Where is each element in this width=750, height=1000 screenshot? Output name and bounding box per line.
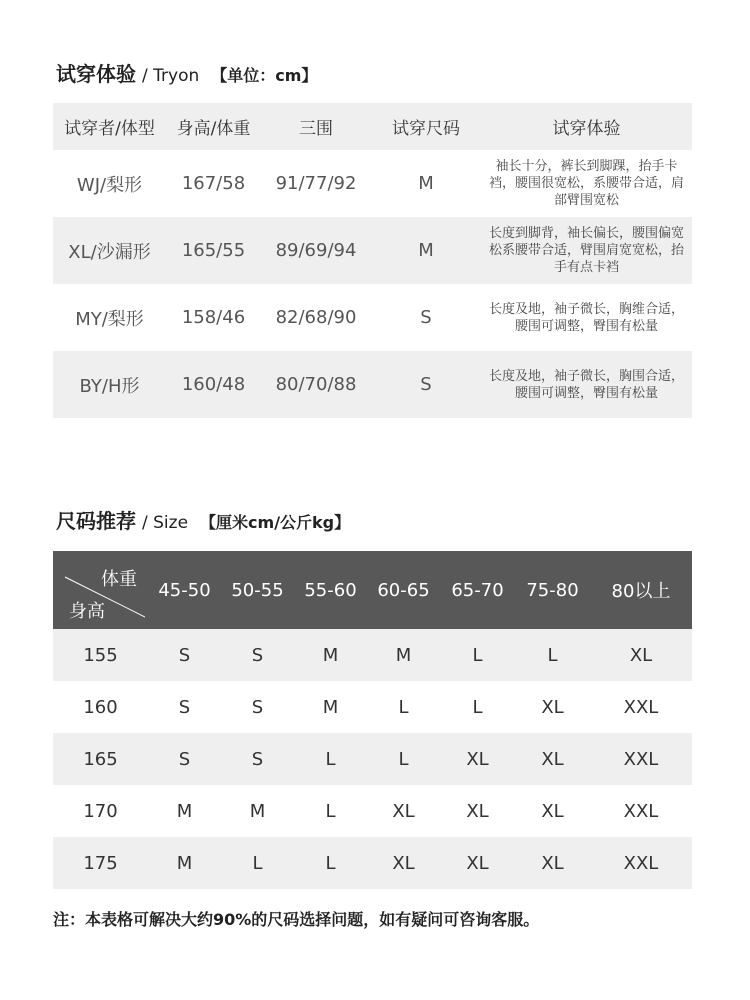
size-cell: XL bbox=[466, 852, 489, 874]
tester-cell: XL/沙漏形 bbox=[68, 241, 151, 263]
size-cell: XL bbox=[541, 748, 564, 770]
height-weight-cell: 165/55 bbox=[181, 240, 246, 261]
size-row bbox=[53, 629, 692, 681]
weight-header-cell: 80以上 bbox=[611, 581, 671, 602]
size-cell: XXL bbox=[623, 748, 659, 770]
height-cell: 170 bbox=[83, 800, 118, 822]
measurements-cell: 82/68/90 bbox=[275, 307, 357, 328]
tester-cell: BY/H形 bbox=[79, 375, 140, 397]
tryon-header-row bbox=[53, 103, 692, 150]
size-cell: S bbox=[251, 696, 264, 718]
tryon-row bbox=[53, 351, 692, 418]
size-header-row bbox=[53, 551, 692, 629]
size-cell: XL bbox=[466, 748, 489, 770]
experience-cell: 长度到脚背，袖长偏长，腰围偏宽松系腰带合适，臂围肩宽宽松，抬手有点卡裆 bbox=[488, 226, 684, 275]
size-cell: S bbox=[251, 644, 264, 666]
weight-header-cell: 60-65 bbox=[377, 579, 430, 601]
tryon-header-cell: 三围 bbox=[299, 119, 333, 139]
footnote: 注：本表格可解决大约90%的尺码选择问题，如有疑问可咨询客服。 bbox=[53, 910, 540, 929]
size-cell: M bbox=[176, 852, 193, 874]
measurements-cell: 91/77/92 bbox=[275, 173, 357, 194]
size-cell: XL bbox=[541, 852, 564, 874]
height-cell: 175 bbox=[83, 852, 118, 874]
size-cell: L bbox=[325, 800, 336, 822]
tryon-unit: 【单位：cm】 bbox=[211, 66, 318, 85]
size-row bbox=[53, 733, 692, 785]
size-cell: M bbox=[249, 800, 266, 822]
height-axis-label: 身高 bbox=[69, 601, 105, 622]
size-cell: XL bbox=[629, 644, 653, 666]
tryon-header-cell: 试穿者/体型 bbox=[64, 119, 155, 139]
size-cell: S bbox=[178, 696, 191, 718]
weight-header-cell: 75-80 bbox=[526, 579, 579, 601]
tryon-title-en: / Tryon bbox=[142, 66, 200, 86]
tester-cell: MY/梨形 bbox=[75, 308, 144, 330]
height-weight-cell: 160/48 bbox=[181, 374, 246, 395]
size-cell: L bbox=[472, 644, 483, 666]
measurements-cell: 80/70/88 bbox=[275, 374, 357, 395]
size-cell: XL bbox=[392, 852, 415, 874]
tryon-header-cell: 试穿尺码 bbox=[392, 119, 460, 139]
size-cell: M bbox=[176, 800, 193, 822]
experience-cell: 长度及地，袖子微长，胸维合适，腰围可调整，臀围有松量 bbox=[488, 301, 684, 334]
size-cell: XL bbox=[392, 800, 415, 822]
size-cell: L bbox=[325, 748, 336, 770]
weight-header-cell: 45-50 bbox=[158, 579, 211, 601]
size-cell: S bbox=[251, 748, 264, 770]
weight-header-cell: 65-70 bbox=[451, 579, 504, 601]
size-cell: XXL bbox=[623, 696, 659, 718]
size-cell: M bbox=[322, 644, 339, 666]
size-cell: XXL bbox=[623, 852, 659, 874]
size-cell: S bbox=[178, 748, 191, 770]
size-row bbox=[53, 785, 692, 837]
size-cell: XL bbox=[541, 696, 564, 718]
height-cell: 155 bbox=[83, 644, 118, 666]
size-cell: L bbox=[398, 696, 409, 718]
size-cell: XL bbox=[541, 800, 564, 822]
size-cell: L bbox=[252, 852, 263, 874]
experience-cell: 袖长十分，裤长到脚踝，抬手卡裆，腰围很宽松，系腰带合适，肩部臂围宽松 bbox=[488, 159, 684, 208]
size-cell: S bbox=[420, 374, 432, 395]
size-unit: 【厘米cm/公斤kg】 bbox=[200, 513, 351, 532]
weight-header-cell: 55-60 bbox=[304, 579, 357, 601]
size-section-title bbox=[56, 505, 350, 534]
tryon-table bbox=[53, 103, 692, 418]
size-cell: L bbox=[547, 644, 558, 666]
size-row bbox=[53, 681, 692, 733]
size-cell: L bbox=[472, 696, 483, 718]
tryon-header-cell: 试穿体验 bbox=[552, 119, 621, 139]
height-cell: 160 bbox=[83, 696, 118, 718]
tryon-header-cell: 身高/体重 bbox=[176, 119, 251, 139]
weight-header-cell: 50-55 bbox=[231, 579, 284, 601]
weight-axis-label: 体重 bbox=[101, 569, 137, 590]
tryon-row bbox=[53, 284, 692, 351]
height-cell: 165 bbox=[83, 748, 118, 770]
size-cell: XL bbox=[466, 800, 489, 822]
size-cell: L bbox=[325, 852, 336, 874]
height-weight-cell: 167/58 bbox=[181, 173, 246, 194]
size-title: 尺码推荐 bbox=[56, 509, 136, 533]
size-cell: S bbox=[420, 307, 432, 328]
size-table bbox=[53, 551, 692, 889]
size-cell: M bbox=[418, 173, 434, 194]
tryon-row bbox=[53, 150, 692, 217]
measurements-cell: 89/69/94 bbox=[275, 240, 357, 261]
tryon-section-title bbox=[56, 58, 317, 87]
height-weight-cell: 158/46 bbox=[181, 307, 246, 328]
tester-cell: WJ/梨形 bbox=[76, 174, 143, 196]
corner-cell bbox=[53, 551, 148, 629]
size-cell: M bbox=[322, 696, 339, 718]
size-cell: M bbox=[395, 644, 412, 666]
size-cell: L bbox=[398, 748, 409, 770]
tryon-title: 试穿体验 bbox=[56, 62, 136, 86]
size-cell: S bbox=[178, 644, 191, 666]
tryon-row bbox=[53, 217, 692, 284]
size-row bbox=[53, 837, 692, 889]
size-title-en: / Size bbox=[142, 513, 189, 533]
size-cell: M bbox=[418, 240, 434, 261]
size-cell: XXL bbox=[623, 800, 659, 822]
experience-cell: 长度及地，袖子微长，胸围合适，腰围可调整，臀围有松量 bbox=[488, 368, 684, 401]
